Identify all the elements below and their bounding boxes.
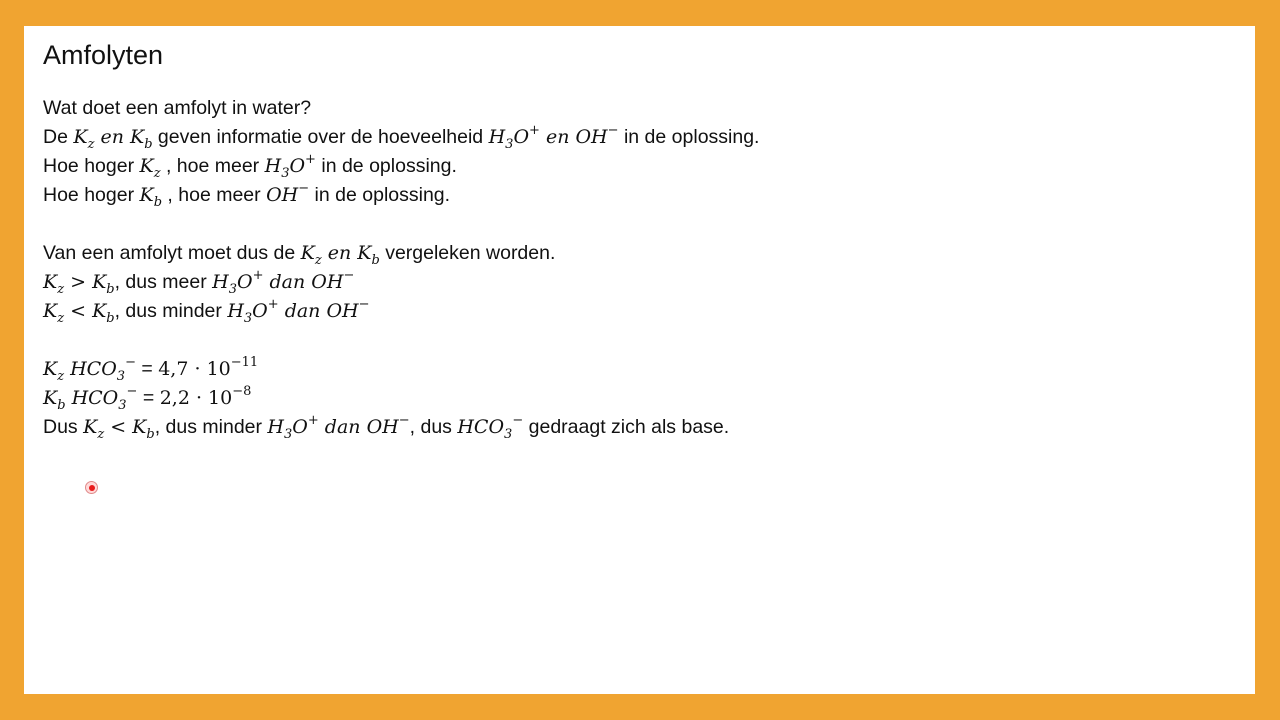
text: Wat doet een amfolyt in water? xyxy=(43,97,312,119)
math-kz: $K_z$ xyxy=(139,155,161,181)
text: De xyxy=(43,126,74,148)
math-kz-gt-kb: $K_z > K_b$ xyxy=(43,271,115,297)
text: in de oplossing. xyxy=(309,184,451,206)
kb-value: $2,2 \cdot 10^{-8}$ xyxy=(159,384,252,409)
text: geven informatie over de hoeveelheid xyxy=(152,126,489,148)
math-kb: $K_b$ xyxy=(139,184,163,210)
line-higher-kb xyxy=(43,181,759,210)
math-h3o-dan-oh: $H_3O^+$ dan OH− xyxy=(267,413,410,442)
slide-title: Amfolyten xyxy=(43,40,164,70)
text: = xyxy=(137,387,160,409)
math-kb-hco3: $K_b$ $HCO_3^-$ xyxy=(43,384,138,413)
text: , dus xyxy=(409,416,458,438)
text: Hoe hoger xyxy=(43,155,140,177)
text: = xyxy=(135,358,159,380)
line-kz-hco3 xyxy=(43,355,759,384)
text: Van een amfolyt moet dus de xyxy=(43,242,301,264)
text: vergeleken worden. xyxy=(379,242,556,264)
text: Hoe hoger xyxy=(43,184,140,206)
line-kz-less xyxy=(43,297,759,326)
text: , hoe meer xyxy=(162,184,267,206)
text: , dus minder xyxy=(114,300,228,322)
math-kz-lt-kb: $K_z < K_b$ xyxy=(43,300,115,326)
line-conclusion xyxy=(43,413,759,442)
math-kz-lt-kb: $K_z < K_b$ xyxy=(83,416,155,442)
line-kz-kb-info xyxy=(43,123,759,152)
pointer-cursor-icon xyxy=(85,481,98,494)
text: in de oplossing. xyxy=(618,126,760,148)
slide xyxy=(24,26,1255,694)
text: Dus xyxy=(43,416,84,438)
slide-body xyxy=(43,94,759,442)
math-hco3: $HCO_3^-$ xyxy=(457,413,524,442)
math-oh: OH− xyxy=(266,181,310,206)
math-h3o-dan-oh: $H_3O^+$ dan OH− xyxy=(212,268,355,297)
blank-line xyxy=(43,326,759,355)
math-h3o: $H_3O^+$ xyxy=(264,152,316,181)
line-kb-hco3 xyxy=(43,384,759,413)
line-compare xyxy=(43,239,759,268)
blank-line xyxy=(43,210,759,239)
math-h3o-en-oh: $H_3O^+$ en OH− xyxy=(488,123,619,152)
text: , dus meer xyxy=(114,271,213,293)
math-kz-hco3: $K_z$ $HCO_3^-$ xyxy=(43,355,136,384)
text: , hoe meer xyxy=(160,155,265,177)
math-kz-en-kb: $K_z$ en $K_b$ xyxy=(300,242,380,268)
math-h3o-dan-oh: $H_3O^+$ dan OH− xyxy=(227,297,370,326)
line-question xyxy=(43,94,759,123)
line-kz-greater xyxy=(43,268,759,297)
line-higher-kz xyxy=(43,152,759,181)
text: in de oplossing. xyxy=(315,155,457,177)
text: , dus minder xyxy=(154,416,268,438)
math-kz-en-kb: $K_z$ en $K_b$ xyxy=(73,126,153,152)
text: gedraagt zich als base. xyxy=(523,416,730,438)
kz-value: $4,7 \cdot 10^{-11}$ xyxy=(158,355,259,380)
